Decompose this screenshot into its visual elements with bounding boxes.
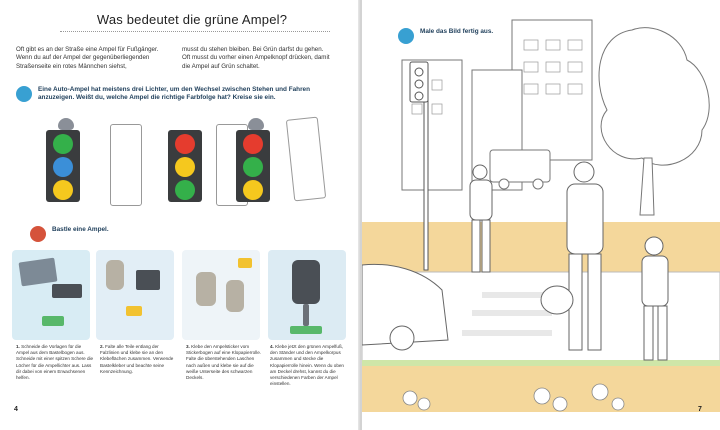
craft-step-1-image xyxy=(12,250,90,340)
glue-icon xyxy=(126,306,142,316)
bird-icon xyxy=(58,118,74,130)
lamp-bottom xyxy=(243,180,263,200)
intro-text-col2: musst du stehen bleiben. Bei Grün darfst du gehen. Oft musst du vorher einen Ampelknopf drücken, damit die Ampel auf Grün schaltet. xyxy=(182,46,330,70)
tree xyxy=(599,28,709,215)
page-number-right: 7 xyxy=(698,406,702,413)
craft-step-3-image xyxy=(182,250,260,340)
lamp-top xyxy=(175,134,195,154)
pencil-icon xyxy=(16,86,32,102)
right-page xyxy=(362,0,720,430)
lamp-bottom xyxy=(53,180,73,200)
craft-step-4: 4. Klebe jetzt den grünen Ampelfuß, den Ständer und den Ampelkorpus zusammen und stecke die Klopapierrolle hinein. Wenn du oben am Deckel drehst, kannst du die verschiedenen Farben der Ampel einstellen. xyxy=(270,344,344,387)
lamp-middle xyxy=(243,157,263,177)
lamp-top xyxy=(243,134,263,154)
traffic-light-outline-3 xyxy=(286,117,326,202)
craft-piece xyxy=(52,284,82,298)
lamp-bottom xyxy=(175,180,195,200)
page-number-left: 4 xyxy=(14,406,18,413)
coloring-scene[interactable] xyxy=(362,0,720,430)
task-text: Bastle eine Ampel. xyxy=(52,226,109,233)
lamp-middle xyxy=(53,157,73,177)
craft-roll xyxy=(196,272,216,306)
scissors-icon xyxy=(30,226,46,242)
bird-icon xyxy=(248,118,264,130)
craft-step-4-image xyxy=(268,250,346,340)
intro-text-col1: Oft gibt es an der Straße eine Ampel für Fußgänger. Wenn du auf der Ampel der gegenüberliegenden Straßenseite ein rotes Männchen siehst, xyxy=(16,46,159,70)
street-scene-illustration xyxy=(362,0,720,430)
traffic-light-2[interactable] xyxy=(168,118,202,202)
craft-step-3: 3. Klebe den Ampelsticker vom Stickerbogen auf eine Klopapierrolle. Falte die überstehenden Laschen nach außen und klebe sie auf die weiße Unterseite des schwarzen Deckels. xyxy=(186,344,262,381)
craft-step-2-image xyxy=(96,250,174,340)
traffic-light-1[interactable] xyxy=(46,118,80,202)
craft-instructions xyxy=(12,250,342,342)
finished-traffic-light xyxy=(292,260,320,304)
craft-piece xyxy=(136,270,160,290)
craft-sheet xyxy=(19,258,58,287)
traffic-lights-exercise xyxy=(40,118,340,223)
glue-icon xyxy=(238,258,252,268)
lamp-middle xyxy=(175,157,195,177)
task-coloring xyxy=(398,28,598,46)
lamp-top xyxy=(53,134,73,154)
craft-base xyxy=(42,316,64,326)
task-text: Eine Auto-Ampel hat meistens drei Lichter, um den Wechsel zwischen Stehen und Fahren anzuzeigen. Weißt du, welche Ampel die richtige Farbfolge hat? Kreise sie ein. xyxy=(38,86,311,102)
traffic-light-outline-1 xyxy=(110,124,142,206)
pencil-icon xyxy=(398,28,414,44)
traffic-light-pole xyxy=(303,304,309,326)
task-traffic-light-order xyxy=(16,86,346,116)
sidewalk-bottom xyxy=(362,362,720,412)
task-craft xyxy=(30,226,230,244)
craft-step-2: 2. Falte alle Teile entlang der Falzlinien und klebe sie an den Klebeflächen zusammen. Verwende Bastelkleber und beachte seine Kennzeichnung. xyxy=(100,344,174,374)
page-title: Was bedeutet die grüne Ampel? xyxy=(96,12,288,27)
craft-step-1: 1. Schneide die Vorlagen für die Ampel aus dem Bastelbogen aus. Schneide mit einer spitzen Schere die Löcher für die Ampellichter aus. Lass dir dabei von einem Erwachsenen helfen. xyxy=(16,344,94,381)
traffic-light-3[interactable] xyxy=(236,118,270,202)
title-divider xyxy=(60,31,330,32)
craft-roll xyxy=(226,280,244,312)
task-text: Male das Bild fertig aus. xyxy=(420,28,494,35)
craft-roll xyxy=(106,260,124,290)
grass-strip xyxy=(362,360,720,366)
traffic-light-foot xyxy=(290,326,322,334)
